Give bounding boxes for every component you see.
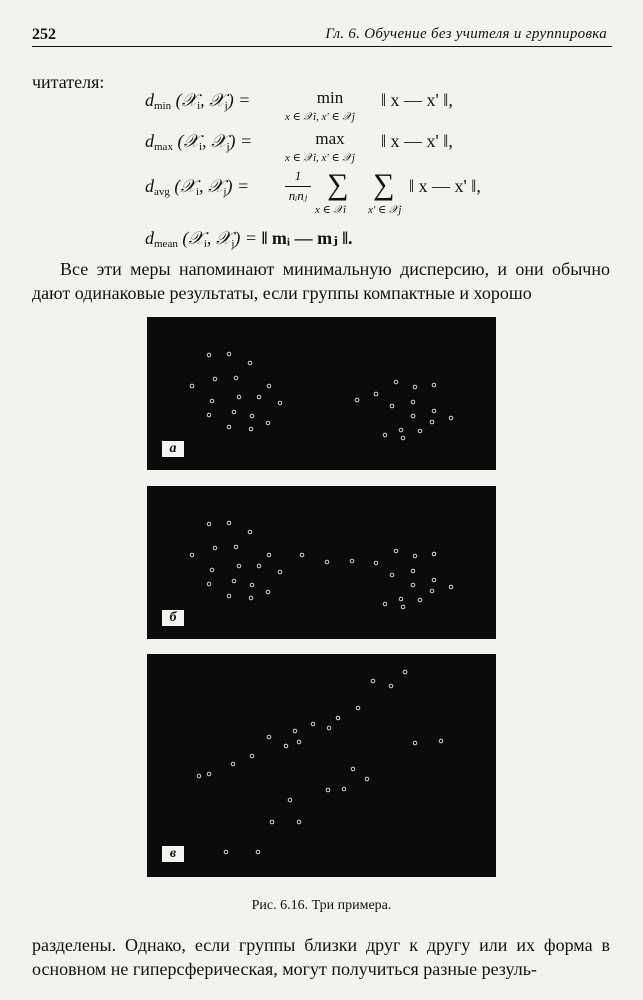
scatter-point: [411, 569, 415, 573]
figure-panel-c: [147, 654, 496, 877]
header-rule: [32, 46, 612, 47]
formula-dmin-args: (𝒳: [175, 90, 198, 110]
formula-dmax-args-mid: , 𝒳: [202, 131, 227, 151]
formula-davg-frac-num: 1: [294, 168, 302, 183]
scatter-point: [207, 353, 211, 357]
scatter-point: [389, 684, 393, 688]
formula-davg-args: (𝒳: [174, 176, 196, 196]
formula-dmin-args-mid: , 𝒳: [200, 90, 225, 110]
scatter-point: [278, 570, 282, 574]
scatter-point: [401, 605, 405, 609]
scatter-point: [403, 670, 407, 674]
scatter-point: [248, 361, 252, 365]
scatter-point: [449, 416, 453, 420]
scatter-point: [232, 410, 236, 414]
scatter-point: [207, 413, 211, 417]
formula-dmean-args-end: ) =: [234, 228, 258, 248]
scatter-point: [237, 564, 241, 568]
formula-davg-lhs: d: [145, 176, 154, 196]
scatter-point: [365, 777, 369, 781]
scatter-point: [213, 546, 217, 550]
scatter-point: [197, 774, 201, 778]
formula-dmax-args: (𝒳: [177, 131, 199, 151]
scatter-point: [430, 420, 434, 424]
scatter-point: [432, 578, 436, 582]
formula-davg-sum1: ∑: [327, 168, 349, 201]
scatter-point: [394, 549, 398, 553]
formula-dmean-sub: mean: [154, 238, 178, 250]
scatter-point: [413, 385, 417, 389]
scatter-point: [207, 772, 211, 776]
formula-dmean-lhs: d: [145, 228, 154, 248]
scatter-point: [210, 568, 214, 572]
formula-block: [145, 90, 565, 255]
scatter-point: [439, 739, 443, 743]
scatter-point: [326, 788, 330, 792]
scatter-c: [147, 654, 496, 877]
formula-dmean: [145, 228, 353, 250]
scatter-point: [449, 585, 453, 589]
formula-davg-args-end: ) =: [226, 176, 250, 196]
formula-davg-sum2-under: x' ∈ 𝒳j: [368, 204, 402, 216]
formula-davg-sum1-under: x ∈ 𝒳i: [315, 204, 347, 216]
formula-dmax-lhs: d: [145, 131, 154, 151]
formula-dmin-sub: min: [154, 100, 172, 112]
scatter-point: [213, 377, 217, 381]
scatter-point: [300, 553, 304, 557]
formula-davg-args-i: i: [195, 186, 199, 198]
scatter-point: [432, 409, 436, 413]
paragraph-1: Все эти меры напоминают минимальную дисперсию, и они обычно дают одинаковые результаты, если группы компактные и хорошо: [32, 259, 610, 303]
scatter-point: [325, 560, 329, 564]
page-header: [32, 24, 612, 46]
formula-dmax-args-j: j: [226, 141, 230, 153]
formula-davg-frac-den: nᵢnⱼ: [288, 188, 308, 203]
scatter-point: [430, 589, 434, 593]
formula-davg-sum2: ∑: [373, 168, 395, 201]
scatter-point: [390, 404, 394, 408]
scatter-point: [297, 820, 301, 824]
scatter-point: [250, 583, 254, 587]
scatter-point: [383, 602, 387, 606]
scatter-point: [413, 554, 417, 558]
scatter-point: [374, 392, 378, 396]
scatter-point: [227, 352, 231, 356]
formula-dmin-args-i: i: [197, 100, 201, 112]
scatter-point: [297, 740, 301, 744]
formula-dmax: [145, 131, 252, 153]
formula-davg-sub: avg: [154, 186, 170, 198]
scatter-point: [237, 395, 241, 399]
scatter-point: [249, 427, 253, 431]
formula-dmean-args-i: i: [203, 238, 207, 250]
formula-dmax-sub: max: [154, 141, 173, 153]
scatter-point: [342, 787, 346, 791]
scatter-point: [399, 428, 403, 432]
formula-dmean-args-j: j: [231, 238, 235, 250]
scatter-point: [432, 383, 436, 387]
scatter-point: [383, 433, 387, 437]
formula-dmean-args-mid: , 𝒳: [206, 228, 232, 248]
figure-caption: Рис. 6.16. Три примера.: [251, 898, 392, 913]
scatter-b: [147, 486, 496, 639]
scatter-point: [411, 583, 415, 587]
scatter-point: [327, 726, 331, 730]
formula-davg-frac-line: [285, 186, 311, 187]
formula-dmin-args-end: ) =: [227, 90, 251, 110]
panel-label-a: а: [162, 441, 184, 457]
figure-panel-a: [147, 317, 496, 470]
paragraph-2: разделены. Однако, если группы близки друг к другу или их форма в основном не гиперсферическая, могут получиться разные резуль-: [32, 935, 610, 979]
scatter-point: [351, 767, 355, 771]
scatter-point: [256, 850, 260, 854]
formula-dmin-args-j: j: [224, 100, 228, 112]
scatter-a: [147, 317, 496, 470]
scatter-point: [293, 729, 297, 733]
scatter-point: [311, 722, 315, 726]
formula-dmean-args: (𝒳: [182, 228, 204, 248]
formula-davg-args-mid: , 𝒳: [198, 176, 224, 196]
scatter-point: [234, 376, 238, 380]
scatter-point: [250, 414, 254, 418]
scatter-point: [432, 552, 436, 556]
scatter-point: [224, 850, 228, 854]
formula-dmax-under: x ∈ 𝒳i, x' ∈ 𝒳j: [285, 152, 355, 164]
scatter-point: [227, 594, 231, 598]
scatter-point: [411, 414, 415, 418]
scatter-point: [232, 579, 236, 583]
formula-davg: [145, 176, 249, 198]
scatter-point: [278, 401, 282, 405]
scatter-point: [418, 598, 422, 602]
formula-dmin: [145, 90, 250, 112]
formula-dmean-rhs: ‖ mᵢ — mⱼ ‖.: [261, 228, 353, 248]
scatter-point: [401, 436, 405, 440]
scatter-point: [399, 597, 403, 601]
formula-dmin-lhs: d: [145, 90, 154, 110]
scatter-point: [267, 735, 271, 739]
formula-dmin-op: min: [316, 88, 344, 107]
scatter-point: [411, 400, 415, 404]
scatter-point: [266, 590, 270, 594]
scatter-point: [288, 798, 292, 802]
scatter-point: [374, 561, 378, 565]
scatter-point: [190, 384, 194, 388]
scatter-point: [234, 545, 238, 549]
scatter-point: [267, 553, 271, 557]
scatter-point: [227, 521, 231, 525]
page-number: 252: [32, 26, 56, 43]
intro-text: читателя:: [32, 72, 105, 92]
formula-dmax-args-i: i: [198, 141, 202, 153]
scatter-point: [266, 421, 270, 425]
scatter-point: [257, 395, 261, 399]
scatter-point: [394, 380, 398, 384]
panel-label-c: в: [162, 846, 184, 862]
scatter-point: [356, 706, 360, 710]
formula-davg-args-j: j: [223, 186, 227, 198]
scatter-point: [413, 741, 417, 745]
formula-dmin-under: x ∈ 𝒳i, x' ∈ 𝒳j: [285, 111, 355, 123]
scatter-point: [249, 596, 253, 600]
scatter-point: [267, 384, 271, 388]
formula-dmax-args-end: ) =: [229, 131, 253, 151]
scatter-point: [190, 553, 194, 557]
scatter-point: [350, 559, 354, 563]
scatter-point: [210, 399, 214, 403]
scatter-point: [336, 716, 340, 720]
scatter-point: [355, 398, 359, 402]
formula-davg-rhs: ‖ x — x' ‖,: [409, 176, 481, 196]
scatter-point: [270, 820, 274, 824]
scatter-point: [248, 530, 252, 534]
scatter-point: [207, 582, 211, 586]
panel-label-b: б: [162, 610, 184, 626]
scatter-point: [257, 564, 261, 568]
figure-panel-b: [147, 486, 496, 639]
formula-dmin-rhs: ‖ x — x' ‖,: [381, 90, 453, 110]
formula-dmax-rhs: ‖ x — x' ‖,: [381, 131, 453, 151]
scatter-point: [284, 744, 288, 748]
scatter-point: [418, 429, 422, 433]
scatter-point: [371, 679, 375, 683]
scatter-point: [390, 573, 394, 577]
scatter-point: [227, 425, 231, 429]
scatter-point: [231, 762, 235, 766]
scatter-point: [250, 754, 254, 758]
scatter-point: [207, 522, 211, 526]
formula-dmax-op: max: [315, 129, 345, 148]
running-head: Гл. 6. Обучение без учителя и группировка: [325, 26, 607, 42]
